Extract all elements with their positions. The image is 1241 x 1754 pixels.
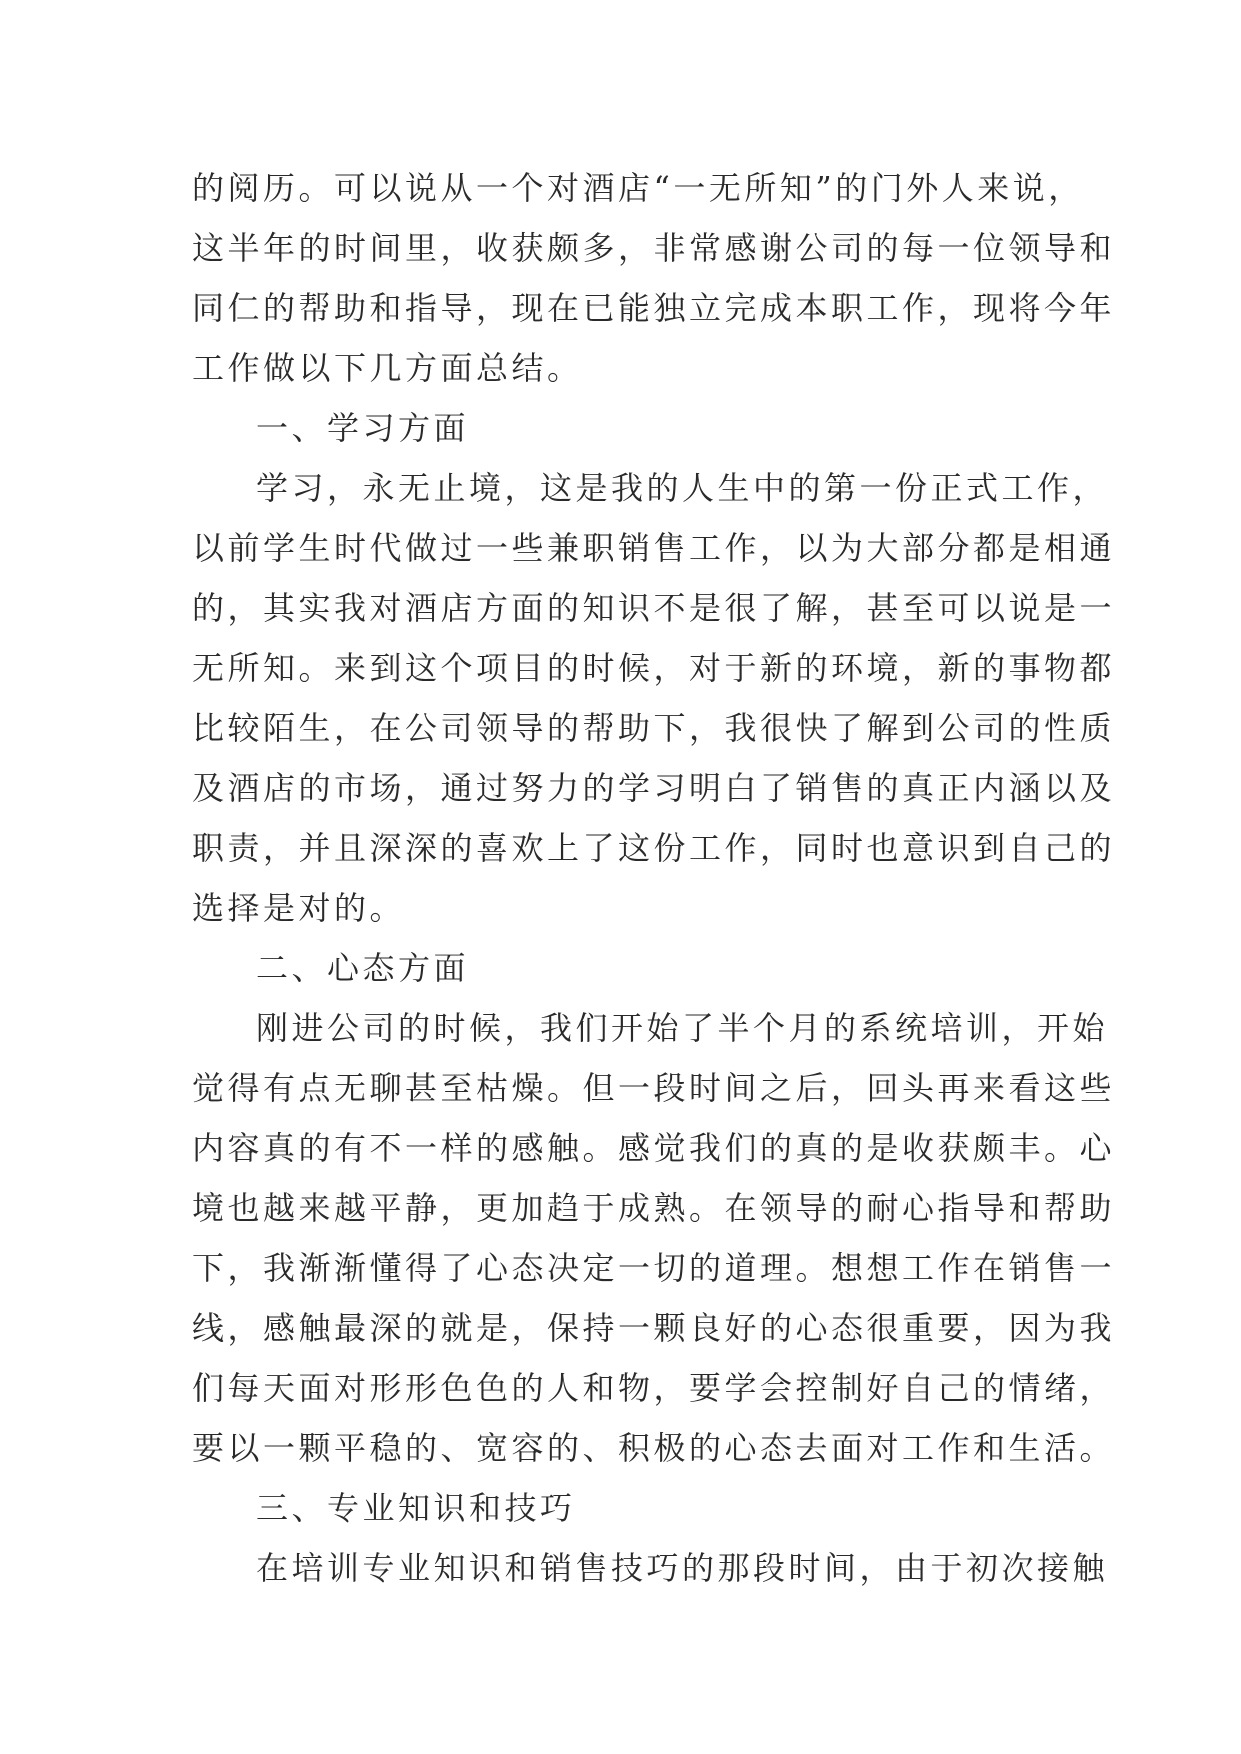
- text-line: 及酒店的市场，通过努力的学习明白了销售的真正内涵以及: [192, 769, 1116, 807]
- text-line: 的，其实我对酒店方面的知识不是很了解，甚至可以说是一: [192, 589, 1116, 627]
- text-line: 比较陌生，在公司领导的帮助下，我很快了解到公司的性质: [192, 709, 1116, 747]
- text-line: 们每天面对形形色色的人和物，要学会控制好自己的情绪，: [192, 1369, 1116, 1407]
- text-line: 在培训专业知识和销售技巧的那段时间，由于初次接触: [256, 1549, 1109, 1587]
- document-body: [192, 158, 1116, 1598]
- text-line: 境也越来越平静，更加趋于成熟。在领导的耐心指导和帮助: [192, 1189, 1116, 1227]
- text-line: 下，我渐渐懂得了心态决定一切的道理。想想工作在销售一: [192, 1249, 1116, 1287]
- text-line: 选择是对的。: [192, 889, 406, 927]
- text-line: 觉得有点无聊甚至枯燥。但一段时间之后，回头再来看这些: [192, 1069, 1116, 1107]
- section-heading-skills: 三、专业知识和技巧: [256, 1489, 576, 1527]
- text-line: 以前学生时代做过一些兼职销售工作，以为大部分都是相通: [192, 529, 1116, 567]
- text-line: 刚进公司的时候，我们开始了半个月的系统培训，开始: [256, 1009, 1109, 1047]
- text-line: 无所知。来到这个项目的时候，对于新的环境，新的事物都: [192, 649, 1116, 687]
- text-line: 内容真的有不一样的感触。感觉我们的真的是收获颇丰。心: [192, 1129, 1116, 1167]
- text-line: 这半年的时间里，收获颇多，非常感谢公司的每一位领导和: [192, 229, 1116, 267]
- text-line: 的阅历。可以说从一个对酒店“一无所知”的门外人来说，: [192, 169, 1084, 207]
- section-heading-study: 一、学习方面: [256, 409, 470, 447]
- text-line: 要以一颗平稳的、宽容的、积极的心态去面对工作和生活。: [192, 1429, 1116, 1467]
- text-line: 职责，并且深深的喜欢上了这份工作，同时也意识到自己的: [192, 829, 1116, 867]
- section-heading-mindset: 二、心态方面: [256, 949, 470, 987]
- text-line: 工作做以下几方面总结。: [192, 349, 583, 387]
- text-line: 学习，永无止境，这是我的人生中的第一份正式工作，: [256, 469, 1109, 507]
- text-line: 线，感触最深的就是，保持一颗良好的心态很重要，因为我: [192, 1309, 1116, 1347]
- text-line: 同仁的帮助和指导，现在已能独立完成本职工作，现将今年: [192, 289, 1116, 327]
